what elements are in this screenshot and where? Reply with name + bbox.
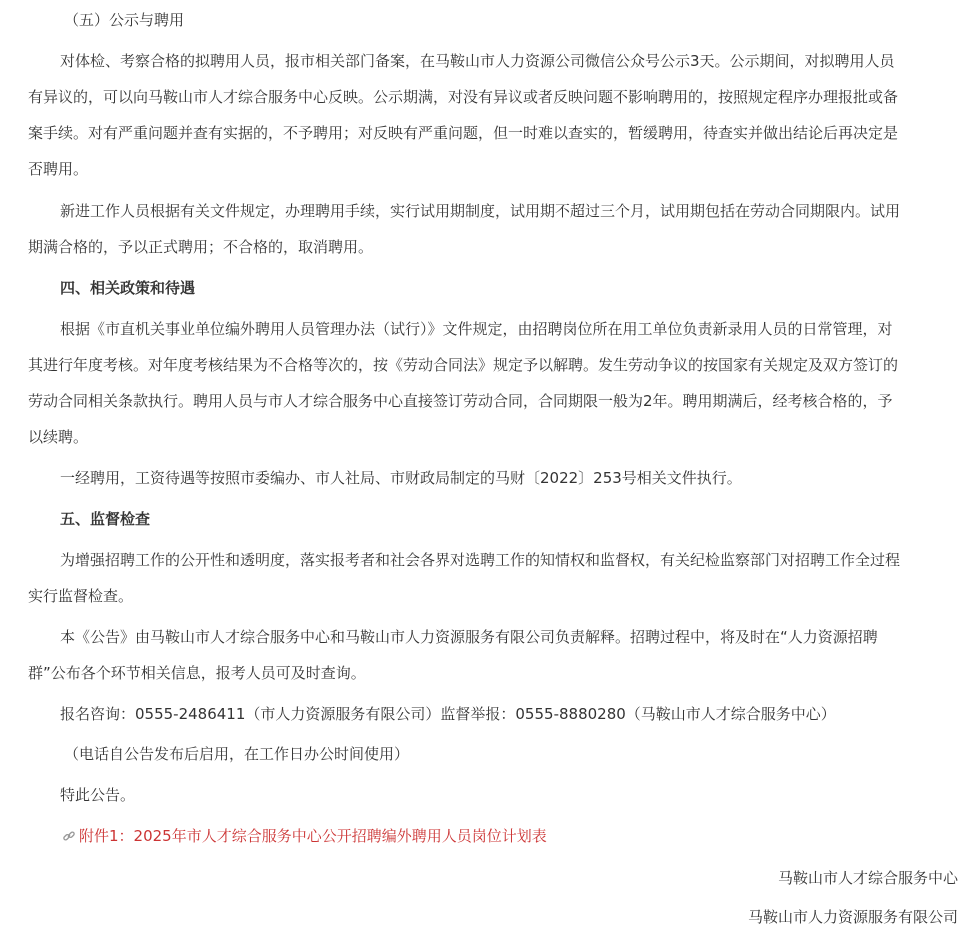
paragraph-line: 劳动合同相关条款执行。聘用人员与市人才综合服务中心直接签订劳动合同，合同期限一般为2年。聘用期满后，经考核合格的，予 — [28, 392, 893, 410]
paragraph-line: 群”公布各个环节相关信息，报考人员可及时查询。 — [28, 664, 366, 682]
paragraph-line: 根据《市直机关事业单位编外聘用人员管理办法（试行）》文件规定，由招聘岗位所在用工单位负责新录用人员的日常管理，对 — [60, 320, 893, 338]
subsection-title: （五）公示与聘用 — [64, 11, 185, 29]
signature-line: 马鞍山市人力资源服务有限公司 — [747, 908, 958, 926]
paragraph-line: 案手续。对有严重问题并查有实据的，不予聘用；对反映有严重问题，但一时难以查实的，暂缓聘用，待查实并做出结论后再决定是 — [28, 124, 899, 142]
paragraph-line: 否聘用。 — [28, 160, 89, 178]
paragraph-line: 本《公告》由马鞍山市人才综合服务中心和马鞍山市人力资源服务有限公司负责解释。招聘过程中，将及时在“人力资源招聘 — [60, 628, 878, 646]
attachment-link[interactable] — [62, 825, 547, 847]
paragraph-line: 为增强招聘工作的公开性和透明度，落实报考者和社会各界对选聘工作的知情权和监督权，有关纪检监察部门对招聘工作全过程 — [60, 551, 901, 569]
paragraph-line: 一经聘用，工资待遇等按照市委编办、市人社局、市财政局制定的马财〔2022〕253号相关文件执行。 — [60, 469, 742, 487]
phone-note: （电话自公告发布后启用，在工作日办公时间使用） — [64, 745, 410, 763]
paragraph-line: 对体检、考察合格的拟聘用人员，报市相关部门备案，在马鞍山市人力资源公司微信公众号公示3天。公示期间，对拟聘用人员 — [60, 52, 895, 70]
closing-text: 特此公告。 — [60, 786, 136, 804]
paragraph-line: 新进工作人员根据有关文件规定，办理聘用手续，实行试用期制度，试用期不超过三个月，试用期包括在劳动合同期限内。试用 — [60, 202, 901, 220]
link-icon — [62, 829, 76, 843]
paragraph-line: 实行监督检查。 — [28, 587, 134, 605]
paragraph-line: 以续聘。 — [28, 428, 89, 446]
signature-line: 马鞍山市人才综合服务中心 — [777, 869, 958, 887]
contact-line: 报名咨询：0555-2486411（市人力资源服务有限公司）监督举报：0555-8880280（马鞍山市人才综合服务中心） — [60, 705, 836, 723]
paragraph-line: 期满合格的，予以正式聘用；不合格的，取消聘用。 — [28, 238, 374, 256]
section-heading: 四、相关政策和待遇 — [60, 279, 196, 297]
section-heading: 五、监督检查 — [60, 510, 151, 528]
paragraph-line: 有异议的，可以向马鞍山市人才综合服务中心反映。公示期满，对没有异议或者反映问题不影响聘用的，按照规定程序办理报批或备 — [28, 88, 899, 106]
paragraph-line: 其进行年度考核。对年度考核结果为不合格等次的，按《劳动合同法》规定予以解聘。发生劳动争议的按国家有关规定及双方签订的 — [28, 356, 899, 374]
attachment-link-text[interactable]: 附件1：2025年市人才综合服务中心公开招聘编外聘用人员岗位计划表 — [79, 827, 547, 845]
